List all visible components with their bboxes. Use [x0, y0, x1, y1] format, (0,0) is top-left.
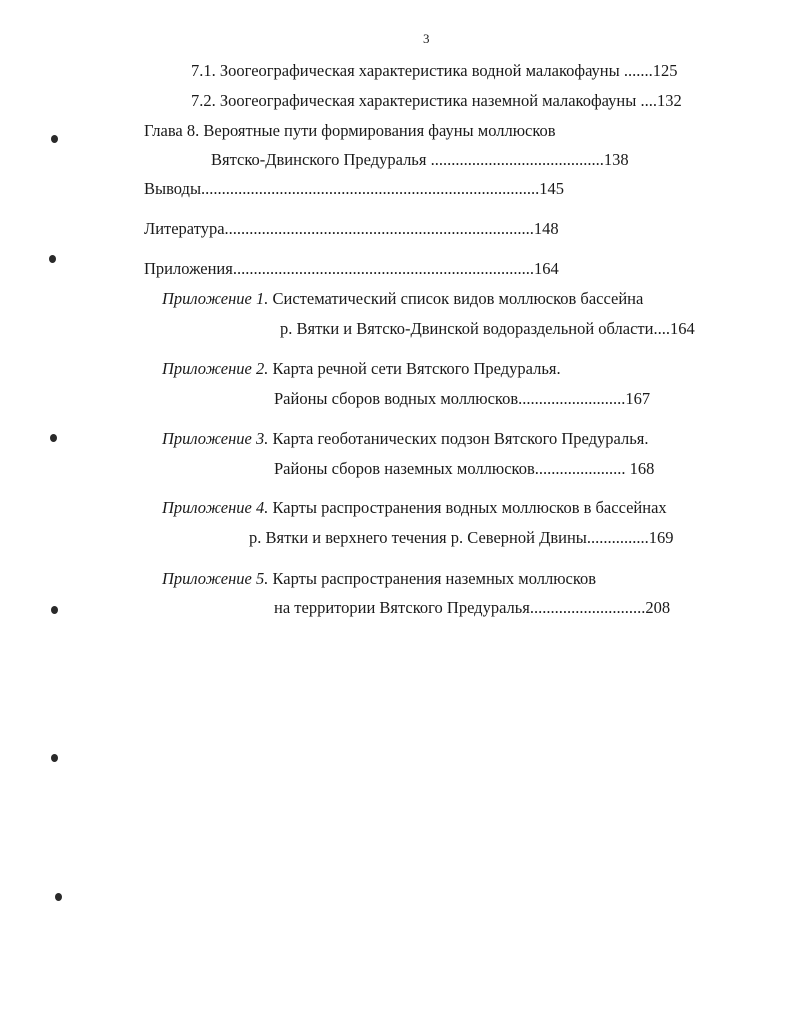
page-ref: 138	[603, 150, 629, 169]
toc-entry-chapter-8-cont	[211, 150, 629, 170]
binding-hole-mark	[51, 606, 58, 614]
dot-leader: ...........................................................................	[224, 219, 534, 238]
toc-entry-chapter-8	[144, 121, 556, 141]
toc-entry-appendix-5-cont	[274, 598, 670, 618]
dot-leader: ......................	[534, 459, 626, 478]
appendix-label: Приложение 4.	[162, 498, 269, 517]
appendix-label: Приложение 1.	[162, 289, 269, 308]
entry-title: Глава 8. Вероятные пути формирования фауны моллюсков	[144, 121, 556, 140]
toc-entry-appendix-3-cont	[274, 459, 654, 479]
page-ref: 168	[625, 459, 655, 478]
dot-leader: ....	[636, 91, 657, 110]
dot-leader: .......	[619, 61, 653, 80]
entry-title-cont: Районы сборов наземных моллюсков	[274, 459, 535, 478]
page-ref: 132	[656, 91, 682, 110]
appendix-label: Приложение 3.	[162, 429, 269, 448]
entry-title: Карта речной сети Вятского Предуралья.	[268, 359, 561, 378]
page-ref: ...145	[526, 179, 565, 198]
page-ref: 125	[652, 61, 678, 80]
toc-entry-appendix-3	[162, 429, 648, 449]
toc-entry-appendix-4	[162, 498, 667, 518]
page-ref: 148	[533, 219, 559, 238]
dot-leader: ...............	[586, 528, 649, 547]
binding-hole-mark	[49, 255, 56, 263]
page-ref: 208	[645, 598, 671, 617]
binding-hole-mark	[55, 893, 62, 901]
toc-entry-appendix-5	[162, 569, 596, 589]
toc-entry-appendix-1	[162, 289, 643, 309]
binding-hole-mark	[51, 754, 58, 762]
appendix-label: Приложение 5.	[162, 569, 269, 588]
dot-leader: ............................	[529, 598, 646, 617]
entry-title: Систематический список видов моллюсков бассейна	[268, 289, 644, 308]
toc-entry-appendix-2	[162, 359, 561, 379]
toc-entry-appendix-1-cont	[280, 319, 695, 339]
entry-title-cont: на территории Вятского Предуралья	[274, 598, 530, 617]
page-ref: 169	[648, 528, 674, 547]
entry-title: Карты распространения наземных моллюсков	[268, 569, 597, 588]
toc-entry-appendix-2-cont	[274, 389, 650, 409]
entry-title: Литература	[144, 219, 225, 238]
binding-hole-mark	[50, 434, 57, 442]
entry-title: 7.1. Зоогеографическая характеристика водной малакофауны	[191, 61, 620, 80]
dot-leader: ...............................................................................	[201, 179, 527, 198]
page-ref: 167	[625, 389, 651, 408]
dot-leader: ..........................	[518, 389, 626, 408]
entry-title: Карты распространения водных моллюсков в бассейнах	[268, 498, 667, 517]
dot-leader: ..........................................	[426, 150, 604, 169]
page-ref: 164	[669, 319, 695, 338]
page-number: 3	[423, 31, 430, 46]
toc-entry-appendix-4-cont	[249, 528, 674, 548]
entry-title-cont: Районы сборов водных моллюсков	[274, 389, 519, 408]
entry-title: 7.2. Зоогеографическая характеристика наземной малакофауны	[191, 91, 637, 110]
binding-hole-mark	[51, 135, 58, 143]
toc-entry-literature	[144, 219, 559, 239]
toc-entry-appendices	[144, 259, 559, 279]
dot-leader: ....	[653, 319, 670, 338]
entry-title: Карта геоботанических подзон Вятского Предуралья.	[268, 429, 649, 448]
toc-entry-conclusions	[144, 179, 564, 199]
entry-title: Выводы	[144, 179, 202, 198]
entry-title-cont: р. Вятки и Вятско-Двинской водораздельной области	[280, 319, 654, 338]
entry-title-cont: р. Вятки и верхнего течения р. Северной Двины	[249, 528, 587, 547]
toc-entry-7-2	[191, 91, 682, 111]
page-ref: ...164	[521, 259, 559, 278]
entry-title-cont: Вятско-Двинского Предуралья	[211, 150, 427, 169]
appendix-label: Приложение 2.	[162, 359, 269, 378]
toc-entry-7-1	[191, 61, 677, 81]
dot-leader: ......................................................................	[232, 259, 522, 278]
entry-title: Приложения	[144, 259, 233, 278]
